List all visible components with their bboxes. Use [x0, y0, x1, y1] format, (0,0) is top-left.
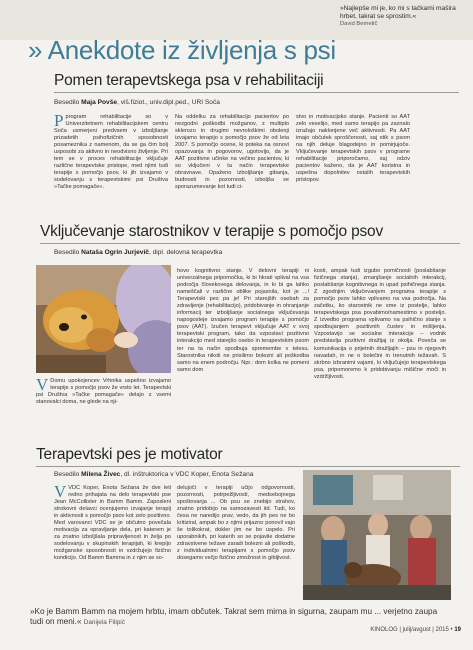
- article1-dropcap: P: [54, 114, 64, 130]
- footer-separator-2: |: [432, 627, 434, 633]
- article1-byline: [54, 99, 220, 106]
- footer-issue: julij/avgust: [402, 627, 431, 633]
- article1-column-3: stvo in motivacijsko stanje. Pacienti so AAT zelo veselijo, med samo terapijo pa zaznalo izražajo naklonjene več aktivnosti. Pa AAT imajo občutek sproščenosti, saj stik s psom na njih deluje blagodejno in pomirjujoče. Vključevanje terapevtskih psov v programe rehabilitacije priporočamo, saj odziv pacientov kaženo, da je AAT koristna in uspešna dopolnitev ostalih terapevtskih pristopov.: [296, 114, 410, 184]
- article3-photo-group-with-dog: [303, 470, 451, 600]
- article2-photo-caption: [36, 375, 171, 438]
- section-title-text: Anekdote iz življenja s psi: [47, 35, 336, 65]
- article2-column-2: hovo kognitivno stanje. V delovni terapiji ni univerzalnega pripomočka, ki bi hkrati vplival na vsa področja človekovega delovanja, in ki bi ga lahko nameščali v različne oblike pojasnila, kot je ...! Terapevtski pes pa je! Pri starejših osebah za zdravljenje (rehabilitacijo), pridobivanje in ohranjanje informacij ter izboljšanje socialnega vključevanja napogosteje izvajamo program terapije s pomočjo psov (AAT). Izučen terapevt vključuje AAT v svoj terapevtski program, tako da vzpostavi pozitivno interakcijo med starejšo osebo in terapevtskim psom ter na ta način spodbuja spremembe v telesu. Starostnika nikoli ne prisilimo bolezni ali poškodba samo na enem področju. Npr.: dom kolka ne pomeni samo dom: [177, 268, 309, 373]
- article2-photo-illustration: [36, 265, 171, 373]
- footer-separator-1: |: [399, 627, 401, 633]
- article3-dropcap: V: [54, 485, 67, 501]
- article3-column-1: [54, 485, 171, 601]
- article2-photo-dog-with-elderly: [36, 265, 171, 373]
- top-quote: [340, 5, 468, 29]
- article3-byline-prefix: Besedilo: [54, 471, 80, 478]
- footer-separator-3: •: [450, 627, 453, 633]
- article3-author: Milena Živec: [81, 471, 121, 478]
- article3-col1-text: VDC Koper, Enota Sežana že dve leti redno prihajata na delo terapevtski pse Jean McCollister in Bamm Bamm. Zaposleni strokovni delavci ocenjujemo izvajanje terapij in aktivnosti s pomočjo psov kot zelo pozitivno. Med varovanci VDC se je občutno povečala motivacija za opravljanje dela, pri katerem je za znatno izboljšala pripravljenost in želja po sodelovanju v skupinskih terapijah, ki krepijo možganske sposobnosti in vzdržujejo fizično kondicijo. Od Bamm Bamma in z njim se so-: [54, 485, 171, 562]
- top-quote-text: »Najlepše mi je, ko mi s tačkami mašira hrbet, takrat se sprostim.«: [340, 5, 456, 20]
- article3-title: Terapevtski pes je motivator: [36, 446, 223, 463]
- footer-page-number: 19: [454, 627, 461, 633]
- article2-byline: [54, 249, 222, 256]
- article1-col1-text: program rehabilitacije so v Univerzitetnem rehabilitacijskem centru Soča usmerjeni predvsem v izboljšanje prizadetih psihofizičnih sposobnosti posameznika z namenom, da se ga čim bolj usposobi za aktivno in neodvisno življenje. Pri tem se v proces rehabilitacije vključuje različne terapevtske pristope, med njimi tudi terapije s pomočjo psov, ki jih izvajamo v sodelovanju s terapevtskimi psi Društva »Tačke pomagače«.: [54, 114, 168, 191]
- article1-title-rule: [54, 92, 459, 93]
- article2-title-rule: [40, 243, 460, 244]
- article3-column-2: delujoči v terapiji učijo odgovornosti, pozornosti, potrpežljivosti, medsebojnega spoštovanja ... Ob psu se znebijo strahov, znatno pridobijo na samozavesti itd. Tudi, ko česa ne naredijo prav, vedo, da jih pes ne bo kritiziral, ampak bo z njimi prijazno ponovil vajo še tolikokrat, dokler jim ne bo uspelo. Pri uporabnikih, pri katerih so se pojavile dodatne zdravstvene težave zaradi bolezni ali poškodb, z individualnimi terapijami s pomočjo psov dosegamo večjo fizično zmožnost in gibljivost.: [177, 485, 295, 562]
- top-quote-author: David Bemetič: [340, 21, 378, 28]
- footer-year: 2015: [435, 627, 449, 633]
- article1-author: Maja Povše: [81, 99, 118, 106]
- section-title-mark: »: [28, 35, 43, 65]
- article2-author: Nataša Ogrin Jurjevič: [81, 249, 149, 256]
- bottom-quote-author: Danijela Filipič: [83, 618, 125, 626]
- article1-column-2: Na oddelku za rehabilitacijo pacientov po nezgodni poškodbi možganov, z multiplo sklerozo in drugimi nevrološkimi obolenji izvajamo terapijo s pomočjo psov že od leta 2007. S pomočjo ocene, ki poteka na osnovi opazovanja in pogovorov, ugotovijo, da je AAT pozitivne učinke na večino pacientov, ki so vključeni v ta način terapevtske obravnave. Opaženo izboljšanje gibanja, budnosti in pozornosti, izboljša se sporazumevanje kot tudi ci-: [175, 114, 289, 191]
- bottom-quote: [30, 607, 450, 627]
- section-title: [28, 35, 336, 66]
- article1-column-1: [54, 114, 168, 202]
- article2-byline-prefix: Besedilo: [54, 249, 80, 256]
- article3-title-rule: [36, 466, 460, 467]
- article3-photo-illustration: [303, 470, 451, 600]
- page-footer: [370, 627, 461, 633]
- bottom-quote-text: »Ko je Bamm Bamm na mojem hrbtu, imam občutek. Takrat sem mirna in sigurna, zaupam mu ... verjetno zaupa tudi on meni.«: [30, 607, 438, 626]
- article2-title: Vključevanje starostnikov v terapije s pomočjo psov: [40, 223, 384, 240]
- article2-column-3: kosti, ampak tudi izgubo pomičnosti (poslabšanje fizičnega stanja), zmanjšanje socialnih interakcij, poslabšanje kognitivnega in upad psihičnega stanja. Z zgodnjim vključevanjem programa terapije s pomočjo psov lahko vplivamo na vsa področja. Na začetku, ko starostnik ne sme iz postelje, lahko terapevtskega psa povabimo/namestimo v posteljo. Z izvedbo programa vplivamo na psihično stanje s spodbujanjem pozitivnih čustev in mišljenja. Vzpostavijo se socialne interakcije – vodnik predstavlja pozitivni dražljaj iz okolja. Poveča se komunikacija o prijetnih dražljajih – psu in njegovih navadah, in ne o bolečini in trenutnih težavah. S skrbno izbranimi vajami, ki vključujejo terapevtskega psa, pripomoremo k pridobivanju mišične moči in vzdržljivosti.: [314, 268, 446, 380]
- article1-byline-prefix: Besedilo: [54, 99, 80, 106]
- article2-caption-text: Domu upokojencev Vrhnika uspešno izvajamo terapije s pomočjo psov že vrsto let. Terapevtski psi Društva »Tačke pomagače« delajo z vsemi stanovalci doma, ne glede na nji-: [36, 378, 171, 405]
- article2-credentials: , dipl. delovna terapevtka: [148, 249, 223, 256]
- footer-magazine: KINOLOG: [370, 627, 398, 633]
- article1-title: Pomen terapevtskega psa v rehabilitaciji: [54, 72, 324, 89]
- article1-credentials: , viš.fiziot., univ.dipl.ped., URI Soča: [117, 99, 220, 106]
- article3-byline: [54, 471, 253, 478]
- article3-credentials: , dl. inštruktorica v VDC Koper, Enota Sežana: [120, 471, 254, 478]
- article2-dropcap: V: [36, 375, 49, 394]
